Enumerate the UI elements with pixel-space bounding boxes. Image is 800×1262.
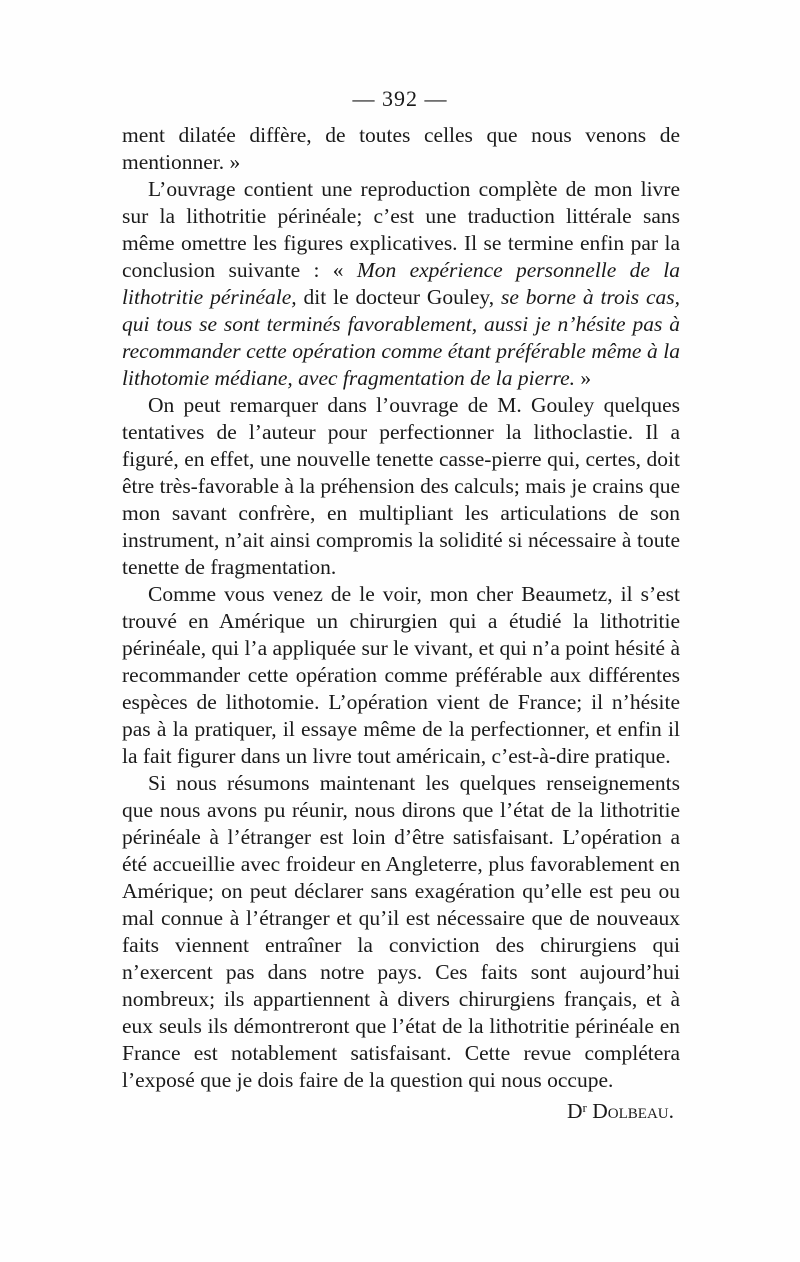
quote-part-1: Mon expérience personnelle de la lithotritie périnéale,: [122, 258, 680, 309]
quote-part-2: se borne à trois cas, qui tous se sont terminés favorablement, aussi je n’hésite pas à recommander cette opération comme étant préférable même à la lithotomie médiane, avec fragmentation de la pierre.: [122, 285, 680, 390]
paragraph-1: ment dilatée diffère, de toutes celles que nous venons de mentionner. »: [122, 123, 680, 174]
paragraph-3: On peut remarquer dans l’ouvrage de M. Gouley quelques tentatives de l’auteur pour perfectionner la lithoclastie. Il a figuré, en effet, une nouvelle tenette casse-pierre qui, certes, doit être très-favorable à la préhension des calculs; mais je crains que mon savant confrère, en multipliant les articulations de son instrument, n’ait ainsi compromis la solidité si nécessaire à toute tenette de fragmentation.: [122, 393, 680, 579]
paragraph-5: Si nous résumons maintenant les quelques renseignements que nous avons pu réunir, nous dirons que l’état de la lithotritie périnéale à l’étranger est loin d’être satisfaisant. L’opération a été accueillie avec froideur en Angleterre, plus favorablement en Amérique; on peut déclarer sans exagération qu’elle est peu ou mal connue à l’étranger et qu’il est nécessaire que de nouveaux faits viennent entraîner la conviction des chirurgiens qui n’exercent pas dans notre pays. Ces faits sont aujourd’hui nombreux; ils appartiennent à divers chirurgiens français, et à eux seuls ils démontreront que l’état de la lithotritie périnéale en France est notablement satisfaisant. Cette revue complétera l’exposé que je dois faire de la question qui nous occupe.: [122, 771, 680, 1092]
paragraph-2-end: »: [575, 366, 592, 390]
signature: [122, 1098, 680, 1125]
page-number: — 392 —: [352, 86, 448, 111]
signature-name: Dolbeau.: [592, 1099, 674, 1123]
paragraph-2: [122, 176, 680, 392]
paragraph-4: Comme vous venez de le voir, mon cher Beaumetz, il s’est trouvé en Amérique un chirurgien qui a étudié la lithotritie périnéale, qui l’a appliquée sur le vivant, et qui n’a point hésité à recommander cette opération comme préférable aux différentes espèces de lithotomie. L’opération vient de France; il n’hésite pas à la pratiquer, il essaye même de la perfectionner, et enfin il la fait figurer dans un livre tout américain, c’est-à-dire pratique.: [122, 582, 680, 768]
signature-prefix: D: [567, 1099, 583, 1123]
paragraph-2-intro: L’ouvrage contient une reproduction complète de mon livre sur la lithotritie périnéale; c’est une traduction littérale sans même omettre les figures explicatives. Il se termine enfin par la conclusion suivante : «: [122, 177, 680, 282]
body-text: [122, 122, 680, 1125]
paragraph-2-mid: dit le docteur Gouley,: [296, 285, 501, 309]
signature-superscript: r: [582, 1100, 587, 1115]
